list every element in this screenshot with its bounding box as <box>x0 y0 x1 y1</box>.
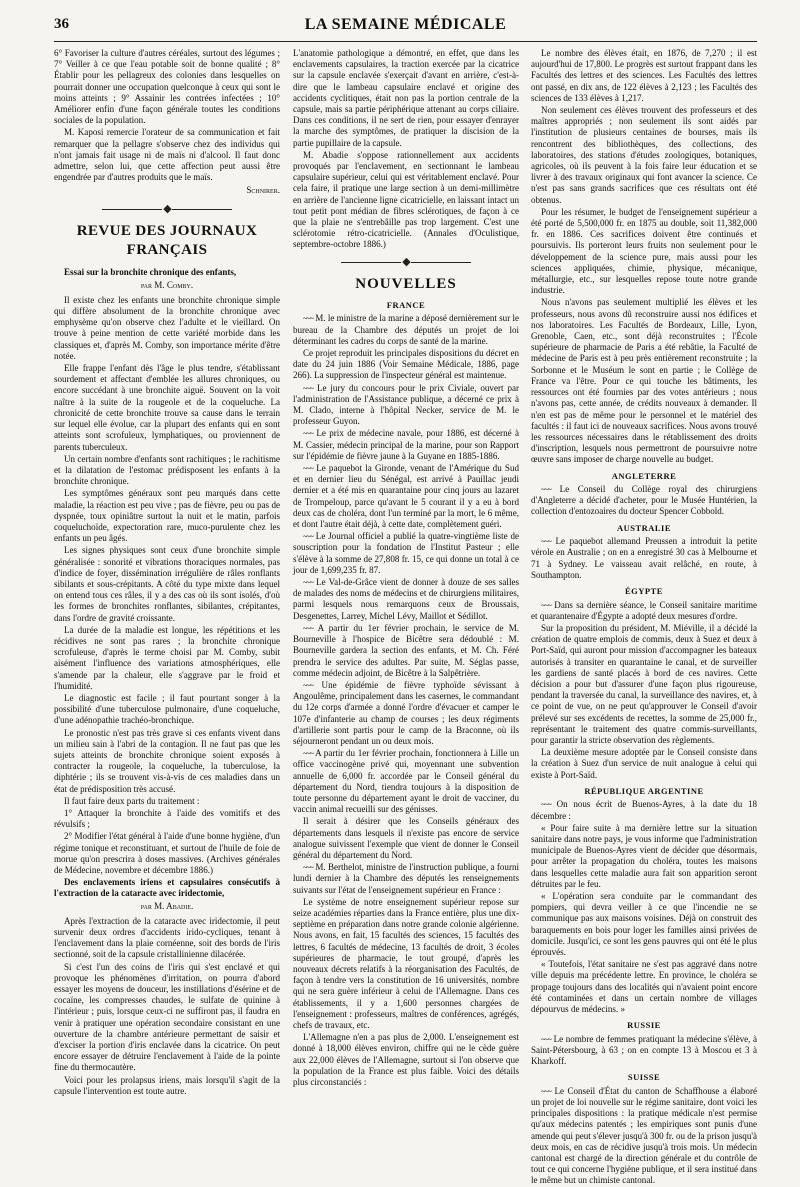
subsection-title: ÉGYPTE <box>625 586 663 596</box>
paragraph: 6° Favoriser la culture d'autres céréales, surtout des légumes ; 7° Veiller à ce que l'eau potable soit de bonne qualité ; 8° Établir pour les pellagreux des colonies dans lesquelles on pourrait donner une occupation quelconque à ceux qui sont le moins atteints ; 9° Assainir les contrées infectées ; 10° Améliorer enfin d'une façon générale toutes les conditions sociales de la population. <box>54 48 280 126</box>
news-item: ~~~ A partir du 1er février prochain, fonctionnera à Lille un office vaccinogène privé qui, moyennant une subvention annuelle de 6,000 fr. accordée par le Conseil général du département du Nord, tiendra toujours à la disposition de toute personne du département ayant le droit de vacciner, du vaccin animal recueilli sur des génisses. <box>293 748 519 815</box>
squiggle-icon: ~~~ <box>541 485 551 495</box>
squiggle-icon: ~~~ <box>303 532 313 542</box>
subsection-title: ANGLETERRE <box>611 470 677 481</box>
news-item: ~~~ On nous écrit de Buenos-Ayres, à la date du 18 décembre : <box>531 799 757 821</box>
paragraph: La durée de la maladie est longue, les répétitions et les récidives ne sont pas rares ; la bronchite chronique scrofuleuse, d'après le terme choisi par M. Comby, subit aisément l'influence des variations atmosphériques, elle s'amende par la chaleur, elle s'aggrave par le froid et l'humidité. <box>54 624 280 691</box>
subsection-title: AUSTRALIE <box>616 522 672 533</box>
section-title: REVUE DES JOURNAUX FRANÇAIS <box>76 223 258 258</box>
paragraph: Sur la proposition du président, M. Miéville, il a décidé la création de quatre emplois de commis, deux à Suez et deux à Port-Saïd, qui auront pour mission d'accompagner les bateaux autorisés à transiter en quarantaine le canal, et de surveiller les gardiens de santé placés à bord de ces navires. Cette décision a pour but d'assurer d'une façon plus rigoureuse, pendant la traversée du canal, la surveillance des navires, et, à ce point de vue, on ne peut qu'approuver le Conseil d'avoir prélevé sur ses excédents de recettes, la somme de 25,000 fr., représentant le traitement des quatre commis-surveillants, pour garantir la stricte observation des règlements. <box>531 622 757 745</box>
column-2 <box>293 48 519 1113</box>
news-item: ~~~ Le Val-de-Grâce vient de donner à douze de ses salles de malades des noms de médecins et de chirurgiens militaires, parmi lesquels nous remarquons ceux de Broussais, Desgenettes, Larrey, Michel Lévy, Maillot et Sédillot. <box>293 577 519 621</box>
news-item: ~~~ M. le ministre de la marine a déposé dernièrement sur le bureau de la Chambre des députés un projet de loi déterminant les cadres du corps de santé de la marine. <box>293 313 519 346</box>
news-item: ~~~ Le Journal officiel a publié la quatre-vingtième liste de souscription pour la fondation de l'Institut Pasteur ; elle s'élève à la somme de 27,808 fr. 15, ce qui donne un total à ce jour de 1,699,235 fr. 87. <box>293 531 519 575</box>
paragraph: Elle frappe l'enfant dès l'âge le plus tendre, s'établissant sourdement et affectant d'emblée les allures chroniques, ou encore succédant à une bronchite aiguë. Souvent on la voit naître à la suite de la rougeole et de la coqueluche. La chronicité de cette bronchite trouve sa cause dans le terrain sur lequel elle évolue, car la plupart des enfants qui en sont atteints sont scrofuleux, lymphatiques, ou proviennent de parents tuberculeux. <box>54 363 280 452</box>
news-item: ~~~ Le Conseil d'État du canton de Schaffhouse a élaboré un projet de loi nouvelle sur le régime sanitaire, dont voici les principales dispositions : la pratique médicale n'est permise qu'aux médecins patentés ; les empiriques sont punis d'une amende qui peut s'élever jusqu'à 300 fr. ou de la prison jusqu'à deux mois, en cas de récidive jusqu'à trois mois. Un médecin cantonal est chargé de la direction générale et du contrôle de tout ce qui concerne l'hygiène publique, et il sera institué dans le même but un chimiste cantonal. <box>531 1085 757 1186</box>
page-number: 36 <box>54 16 69 32</box>
paragraph: Le système de notre enseignement supérieur repose sur seize académies réparties dans la France entière, plus une dix-septième en préparation dans notre grande colonie algérienne. Nous avons, en fait, 15 facultés des sciences, 15 facultés des lettres, 6 facultés de médecine, 13 facultés de droit, 3 écoles supérieures de pharmacie, le tout groupé, d'après les nouveaux décrets relatifs à la réorganisation des Facultés, de façon à tendre vers la constitution de 16 universités, nombre qui ne sera guère inférieur à celui de l'Allemagne. Dans ces établissements, il y a 1,600 personnes chargées de l'enseignement : professeurs, maîtres de conférences, agrégés, chefs de travaux, etc. <box>293 896 519 1030</box>
ornament-divider: ◆ <box>293 256 519 270</box>
paragraph: Si c'est l'un des coins de l'iris qui s'est enclavé et qui provoque les phénomènes d'irritation, on pourra d'abord essayer les moyens de douceur, les instillations d'ésérine et de cocaïne, les compresses chaudes, le sulfate de quinine à l'intérieur ; puis, lorsque ceux-ci ne suffiront pas, il faudra en venir à pratiquer une opération secondaire consistant en une ouverture de la chambre antérieure permettant de saisir et d'exciser la portion d'iris enclavée dans la cicatrice. On peut encore essayer de détruire l'enclavement à l'aide de la pointe fine du thermocautère. <box>54 961 280 1073</box>
paragraph: Un certain nombre d'enfants sont rachitiques ; le rachitisme et la dilatation de l'estomac prédisposent les enfants à la bronchite chronique. <box>54 453 280 487</box>
column-3 <box>531 48 758 1186</box>
news-item: ~~~ A partir du 1er février prochain, le service de M. Bourneville à l'hospice de Bicêtre sera dédoublé : M. Bourneville gardera la section des enfants, et M. Ch. Féré prendra le service des adultes. Par suite, M. Séglas passe, comme médecin adjoint, de Bicêtre à la Salpêtrière. <box>293 622 520 678</box>
squiggle-icon: ~~~ <box>303 314 313 324</box>
paragraph: L'Allemagne n'en a pas plus de 2,000. L'enseignement est donné à 18,000 élèves environ, chiffre qui ne le cède guère aux 22,000 élèves de l'Allemagne, surtout si l'on observe que la population de la France est plus faible. Voici des détails plus circonstanciés : <box>293 1032 519 1088</box>
paragraph: La deuxième mesure adoptée par le Conseil consiste dans la création à Suez d'un service de nuit analogue à celui qui existe à Port-Saïd. <box>531 747 757 780</box>
paragraph: M. Kaposi remercie l'orateur de sa communication et fait remarquer que la pellagre s'observe chez des individus qui n'ont jamais fait usage ni de maïs ni d'alcool. Il faut donc admettre, selon lui, que cette affection peut aussi être engendrée par d'autres produits que le maïs. <box>54 127 280 183</box>
squiggle-icon: ~~~ <box>541 800 551 810</box>
paragraph: Le diagnostic est facile ; il faut pourtant songer à la possibilité d'une tuberculose pulmonaire, d'une coqueluche, d'une adénopathie trachéo-bronchique. <box>54 692 280 726</box>
signature: Schnirer. <box>246 185 280 196</box>
paragraph: Il existe chez les enfants une bronchite chronique simple qui diffère absolument de la bronchite chronique avec emphysème qu'on observe chez l'adulte et le vieillard. On trouve à peine mention de cette variété morbide dans les classiques et, d'après M. Comby, son importance mérite d'être notée. <box>54 294 280 361</box>
squiggle-icon: ~~~ <box>303 863 313 873</box>
subsection-title: SUISSE <box>627 1072 661 1083</box>
news-section-title: NOUVELLES <box>355 276 457 293</box>
paragraph: Nous n'avons pas seulement multiplié les élèves et les professeurs, nous avons dû reconstruire aussi nos édifices et nos laboratoires. Les Facultés de Bordeaux, Lille, Lyon, Grenoble, Caen, etc., sont déjà reconstruites ; l'École supérieure de pharmacie de Paris a été rebâtie, la Faculté de médecine de Paris est à peu près entièrement reconstruite ; la Sorbonne et le Muséum le sont en partie ; le Collège de France va l'être. Pour ce qui touche les bâtiments, les ressources ont été fournies par des votes antérieurs ; nous n'avons pas, cette année, de crédits nouveaux à demander. Il n'en est pas de même pour le personnel et le matériel des facultés : il faut ici de nouveaux sacrifices. Nous avons trouvé les ressources nécessaires dans le rétablissement des droits d'inscription, lesquels nous permettront de poursuivre notre œuvre sans imposer de charge nouvelle au budget. <box>531 297 757 465</box>
paragraph: Il serait à désirer que les Conseils généraux des départements dans lesquels il n'existe pas encore de service analogue suivissent l'exemple que vient de donner le Conseil général du département du Nord. <box>293 816 519 860</box>
squiggle-icon: ~~~ <box>303 623 313 633</box>
news-item: ~~~ Le paquebot la Gironde, venant de l'Amérique du Sud et en dernier lieu du Sénégal, est arrivé à Pauillac jeudi dernier et a été mis en quarantaine pour cinq jours au lazaret de Trompeloup, parce qu'avant le 5 courant il y a eu à bord deux cas de choléra, dont l'un terminé par la mort, le 6 même, et dont l'autre était déjà, à cette date, complètement guéri. <box>293 463 519 530</box>
paragraph: 2° Modifier l'état général à l'aide d'une bonne hygiène, d'un régime tonique et reconstituant, et surtout de l'huile de foie de morue qu'on prescrira à doses massives. (Archives générales de Médecine, novembre et décembre 1886.) <box>54 831 280 876</box>
paragraph: Ce projet reproduit les principales dispositions du décret en date du 24 juin 1886 (Voir Semaine Médicale, 1886, page 266). La suppression de l'inspecteur général est maintenue. <box>293 348 519 381</box>
squiggle-icon: ~~~ <box>303 464 313 474</box>
squiggle-icon: ~~~ <box>541 537 551 547</box>
paragraph: « L'opération sera conduite par le commandant des pompiers, qui devra veiller à ce que l'incendie ne se communique pas aux maisons voisines. Déjà on construit des baraquements en bois pour loger les familles ainsi privées de domicile. Jusqu'ici, ce sont les gens pauvres qui ont été le plus éprouvés. <box>531 890 757 957</box>
paragraph: Les signes physiques sont ceux d'une bronchite simple généralisée : sonorité et vibrations thoraciques normales, pas d'indice de foyer, dissémination irrégulière de râles ronflants sibilants et sous-crépitants. A côté du type mixte dans lequel on entend tous ces râles, il y a des cas où ils sont isolés, d'où les formes de bronchites ronflantes, sibilantes, crépitantes, dans l'ordre de gravité croissante. <box>54 545 280 623</box>
column-1 <box>54 48 280 1113</box>
header-rule <box>54 41 757 42</box>
paragraph: Le pronostic n'est pas très grave si ces enfants vivent dans un milieu sain à l'abri de la contagion. Il ne faut pas que les sujets atteints de bronchite chronique soient exposés à contracter la rougeole, la coqueluche, la tuberculose, la diphtérie ; ils se trouvent vis-à-vis de ces maladies dans un état de prédisposition très accusé. <box>54 727 280 794</box>
paragraph: Après l'extraction de la cataracte avec iridectomie, il peut survenir deux ordres d'accidents irido-cycliques, tenant à l'enclavement dans la plaie cornéenne, soit des bords de l'iris sectionné, soit de la capsule cristallinienne dilacérée. <box>54 915 280 960</box>
paragraph: Non seulement ces élèves trouvent des professeurs et des maîtres appropriés ; non seulement ils sont aidés par l'institution de plusieurs centaines de bourses, mais ils rencontrent des bibliothèques, des collections, des laboratoires, des stations d'études zoologiques, botaniques, agricoles, où ils peuvent à la fois faire leur éducation et se livrer à des travaux originaux qui font avancer la science. Ce n'est pas sans grands sacrifices que ces résultats ont été obtenus. <box>531 105 757 205</box>
paragraph: M. Abadie s'oppose rationnellement aux accidents provoqués par l'enclavement, en sectionnant le lambeau capsulaire supérieur, celui qui est véritablement enclavé. Pour cela faire, il pratique une large section à un demi-millimètre en arrière de l'ancienne ligne cicatricielle, en laissant intact un tout petit pont médian de fibres sclérotiques, de façon à ce que la plaie ne s'entrebâille pas trop largement. C'est une sclérotomie rétro-cicatricielle. (Annales d'Oculistique, septembre-octobre 1886.) <box>293 149 519 250</box>
paragraph: « Pour faire suite à ma dernière lettre sur la situation sanitaire dans notre pays, je vous informe que l'administration municipale de Buenos-Ayres vient de décider que désormais, pour arrêter la propagation du choléra, toutes les maisons dans lesquelles cette maladie aura fait son apparition seront détruites par le feu. <box>531 822 757 889</box>
subsection-title: FRANCE <box>386 299 426 310</box>
subsection-title: RÉPUBLIQUE ARGENTINE <box>584 785 704 796</box>
paragraph: Le nombre des élèves était, en 1876, de 7,270 ; il est aujourd'hui de 17,800. Le progrès est surtout frappant dans les Facultés des lettres et des sciences. Les Facultés des lettres ont passé, en dix ans, de 122 élèves à 2,123 ; les Facultés des sciences de 133 élèves à 1,217. <box>531 48 757 103</box>
squiggle-icon: ~~~ <box>303 383 313 393</box>
squiggle-icon: ~~~ <box>303 429 313 439</box>
news-item: ~~~ Dans sa dernière séance, le Conseil sanitaire maritime et quarantenaire d'Égypte a adopté deux mesures d'ordre. <box>531 599 758 621</box>
news-item: ~~~ Le nombre de femmes pratiquant la médecine s'élève, à Saint-Pétersbourg, à 63 ; on en compte 13 à Moscou et 3 à Kharkoff. <box>531 1033 758 1067</box>
paragraph: Il faut faire deux parts du traitement : <box>64 795 200 806</box>
news-item: ~~~ Le prix de médecine navale, pour 1886, est décerné à M. Cassier, médecin principal de la marine, pour son Rapport sur l'épidémie de fièvre jaune à la Guyane en 1885-1886. <box>293 428 519 461</box>
ornament-divider: ◆ <box>54 203 280 217</box>
news-item: ~~~ Le paquebot allemand Preussen a introduit la petite vérole en Australie ; on en a enregistré 30 cas à Melbourne et 71 à Sydney. Le vaisseau avait relâché, en route, à Southampton. <box>531 536 758 580</box>
paragraph: Les symptômes généraux sont peu marqués dans cette maladie, la réaction est peu vive ; pas de fièvre, peu ou pas de dyspnée, toux opiniâtre surtout la nuit et le matin, parfois coqueluchoïde, expectoration rare, muco-purulente chez les enfants un peu âgés. <box>54 488 280 544</box>
paragraph: 1° Attaquer la bronchite à l'aide des vomitifs et des révulsifs ; <box>54 808 280 830</box>
paragraph: Pour les résumer, le budget de l'enseignement supérieur a été porté de 5,500,000 fr. en 1875 au double, soit 11,382,000 fr. en 1886. Ces sacrifices doivent être continués et poursuivis. Ils porteront leurs fruits non seulement pour le développement de la science pure, mais aussi pour les sciences appliquées, chimie, physique, mécanique, métallurgie, etc., sur lesquelles repose toute notre grande industrie. <box>531 206 757 296</box>
squiggle-icon: ~~~ <box>541 1086 551 1096</box>
article-author: par M. Abadie. <box>140 900 194 911</box>
news-item: ~~~ M. Berthelot, ministre de l'instruction publique, a fourni lundi dernier à la Chambre des députés les renseignements suivants sur l'état de l'enseignement supérieur en France : <box>293 862 520 895</box>
news-item: ~~~ Le jury du concours pour le prix Civiale, ouvert par l'administration de l'Assistance publique, a décerné ce prix à M. Clado, interne à l'hôpital Necker, service de M. le professeur Guyon. <box>293 382 519 427</box>
subsection-title: RUSSIE <box>627 1020 661 1031</box>
paragraph: L'anatomie pathologique a démontré, en effet, que dans les enclavements capsulaires, la traction exercée par la cicatrice sur la capsule enclavée s'exerçait d'avant en arrière, c'est-à-dire que le lambeau capsulaire enclavé et origine des accidents cyclitiques, était non pas la portion centrale de la capsule, mais sa partie périphérique attenant au corps ciliaire. Dans ces conditions, il ne sert de rien, pour essayer d'enrayer la marche des symptômes, de pratiquer la discision de la partie pupillaire de la capsule. <box>293 48 519 148</box>
paragraph: Voici pour les prolapsus iriens, mais lorsqu'il s'agit de la capsule l'intervention est toute autre. <box>54 1074 280 1096</box>
squiggle-icon: ~~~ <box>303 680 313 690</box>
squiggle-icon: ~~~ <box>303 749 313 759</box>
news-item: ~~~ Le Conseil du Collège royal des chirurgiens d'Angleterre a décidé d'acheter, pour le Musée Huntérien, la collection d'entozoaires du docteur Spencer Cobbold. <box>531 484 757 517</box>
page-header <box>54 16 757 40</box>
paragraph: « Toutefois, l'état sanitaire ne s'est pas aggravé dans notre ville depuis ma précédente lettre. En province, le choléra se propage toujours dans des localités qui n'avaient point encore été contaminées et dans un certain nombre de villages dépourvus de médecins. » <box>531 959 757 1014</box>
article-author: par M. Comby. <box>140 279 194 290</box>
journal-title: LA SEMAINE MÉDICALE <box>304 16 507 33</box>
article-title: Essai sur la bronchite chronique des enfants, <box>64 267 237 278</box>
article-title: Des enclavements iriens et capsulaires consécutifs à l'extraction de la cataracte avec iridectomie, <box>54 877 280 899</box>
squiggle-icon: ~~~ <box>541 1034 551 1044</box>
news-item: ~~~ Une épidémie de fièvre typhoïde sévissant à Angoulême, principalement dans les casernes, le commandant du 12e corps d'armée a donné l'ordre d'évacuer et camper le 107e d'infanterie au champ de courses ; les deux régiments d'artillerie sont partis pour le camp de la Braconne, où ils séjourneront pendant un ou deux mois. <box>293 679 519 746</box>
squiggle-icon: ~~~ <box>303 578 313 588</box>
squiggle-icon: ~~~ <box>541 600 551 610</box>
